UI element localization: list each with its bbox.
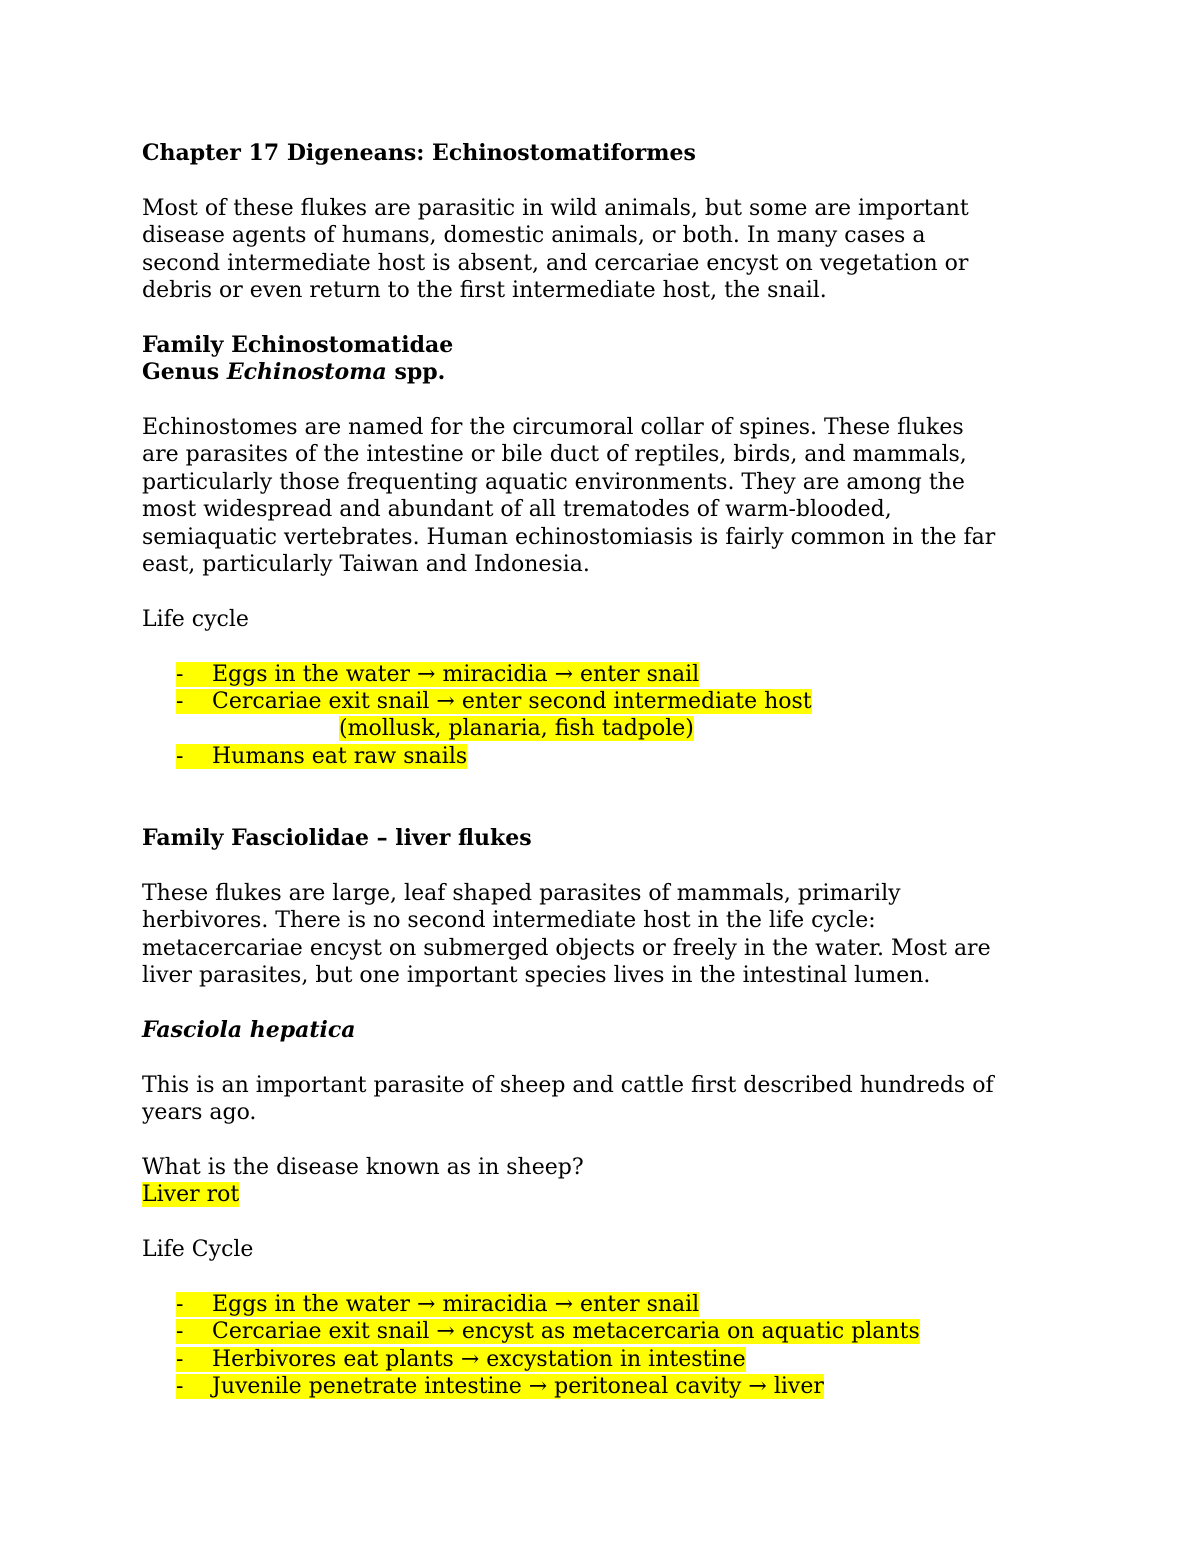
bullet: -	[176, 1291, 184, 1317]
intro-paragraph	[142, 195, 1072, 305]
bullet: -	[176, 743, 184, 769]
list-item: - Juvenile penetrate intestine → peritoneal cavity → liver	[176, 1374, 824, 1400]
life-cycle-list	[176, 1291, 1072, 1401]
text-line: second intermediate host is absent, and cercariae encyst on vegetation or	[142, 250, 969, 276]
text-line: most widespread and abundant of all trematodes of warm-blooded,	[142, 497, 892, 523]
bullet: -	[176, 689, 184, 715]
genus-heading: Genus Echinostoma spp.	[142, 359, 446, 386]
text-line: east, particularly Taiwan and Indonesia.	[142, 552, 590, 578]
life-cycle-label: Life Cycle	[142, 1237, 254, 1263]
list-item: - Eggs in the water → miracidia → enter snail	[176, 1291, 700, 1317]
question: What is the disease known as in sheep?	[142, 1154, 584, 1180]
text-line: Echinostomes are named for the circumoral collar of spines. These flukes	[142, 415, 964, 441]
species-paragraph	[142, 1072, 1072, 1127]
text-line: This is an important parasite of sheep and cattle first described hundreds of	[142, 1072, 994, 1098]
list-item: - Cercariae exit snail → enter second intermediate host	[176, 689, 812, 715]
bullet: -	[176, 1346, 184, 1372]
life-cycle-label: Life cycle	[142, 606, 249, 632]
text-line: years ago.	[142, 1100, 257, 1126]
text-line: semiaquatic vertebrates. Human echinostomiasis is fairly common in the far	[142, 524, 996, 550]
text-line: metacercariae encyst on submerged objects or freely in the water. Most are	[142, 935, 991, 961]
family1-paragraph	[142, 414, 1072, 578]
list-item-continuation: (mollusk, planaria, fish tadpole)	[339, 716, 694, 742]
text-line: These flukes are large, leaf shaped parasites of mammals, primarily	[142, 880, 901, 906]
genus-name: Echinostoma	[226, 359, 387, 386]
text-line: particularly those frequenting aquatic environments. They are among the	[142, 469, 965, 495]
family-heading: Family Echinostomatidae	[142, 331, 454, 358]
text-line: debris or even return to the first intermediate host, the snail.	[142, 278, 827, 304]
list-item: - Cercariae exit snail → encyst as metacercaria on aquatic plants	[176, 1319, 920, 1345]
text-line: liver parasites, but one important species lives in the intestinal lumen.	[142, 963, 931, 989]
document-page	[142, 140, 1072, 1401]
text-line: herbivores. There is no second intermediate host in the life cycle:	[142, 908, 876, 934]
bullet: -	[176, 661, 184, 687]
list-item: - Humans eat raw snails	[176, 743, 468, 769]
list-item: - Herbivores eat plants → excystation in intestine	[176, 1346, 746, 1372]
family-heading: Family Fasciolidae – liver flukes	[142, 825, 532, 852]
list-item: - Eggs in the water → miracidia → enter snail	[176, 661, 700, 687]
text-line: Most of these flukes are parasitic in wild animals, but some are important	[142, 195, 969, 221]
family2-paragraph	[142, 880, 1072, 990]
life-cycle-list	[176, 661, 1072, 771]
text-line: are parasites of the intestine or bile duct of reptiles, birds, and mammals,	[142, 442, 967, 468]
chapter-title: Chapter 17 Digeneans: Echinostomatiformes	[142, 140, 696, 166]
bullet: -	[176, 1319, 184, 1345]
species-heading: Fasciola hepatica	[142, 1016, 356, 1043]
answer: Liver rot	[142, 1182, 240, 1208]
text-line: disease agents of humans, domestic animals, or both. In many cases a	[142, 223, 926, 249]
bullet: -	[176, 1374, 184, 1400]
